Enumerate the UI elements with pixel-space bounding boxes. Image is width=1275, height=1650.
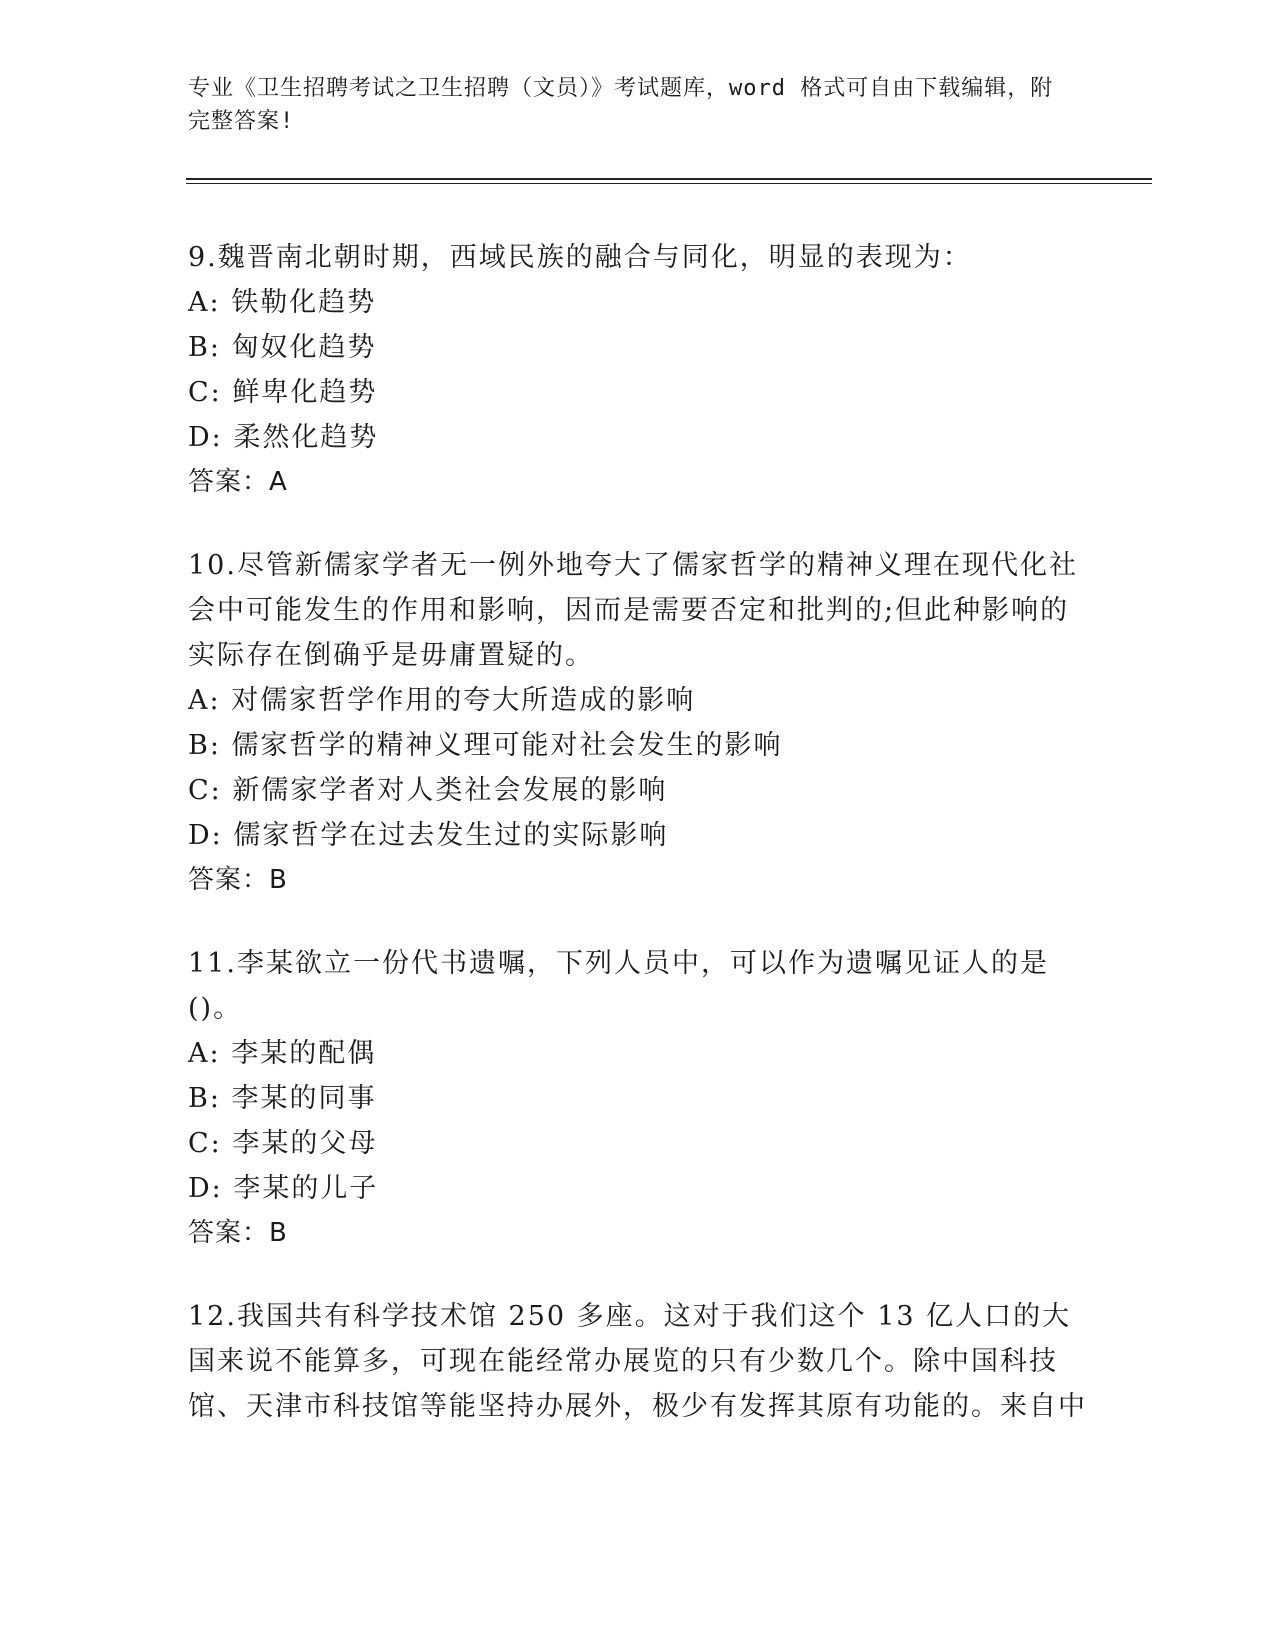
answer-value: B: [269, 865, 288, 895]
option-text: 儒家哲学在过去发生过的实际影响: [233, 820, 669, 851]
option-label: C:: [188, 1128, 222, 1159]
question-text: 尽管新儒家学者无一例外地夸大了儒家哲学的精神义理在现代化社会中可能发生的作用和影响，因而是需要否定和批判的;但此种影响的实际存在倒确乎是毋庸置疑的。: [188, 550, 1078, 671]
question-text: 李某欲立一份代书遗嘱，下列人员中，可以作为遗嘱见证人的是()。: [188, 948, 1049, 1024]
question-text: 魏晋南北朝时期，西域民族的融合与同化，明显的表现为：: [217, 242, 972, 273]
header-divider: [186, 178, 1152, 180]
option-b: [188, 325, 1088, 370]
question-number: 9.: [188, 242, 218, 273]
option-label: C:: [188, 775, 222, 806]
answer-line: [188, 858, 1088, 903]
option-label: B:: [188, 1083, 221, 1114]
option-text: 李某的父母: [232, 1128, 378, 1159]
option-b: [188, 1076, 1088, 1121]
question-stem: [188, 543, 1088, 678]
option-label: D:: [188, 820, 223, 851]
option-a: [188, 678, 1088, 723]
question-9: [188, 235, 1088, 505]
option-d: [188, 813, 1088, 858]
option-d: [188, 415, 1088, 460]
header-divider-thin: [186, 183, 1152, 184]
question-12: [188, 1294, 1088, 1429]
option-text: 李某的配偶: [231, 1038, 377, 1069]
option-text: 柔然化趋势: [233, 422, 379, 453]
option-label: C:: [188, 377, 222, 408]
option-label: A:: [188, 1038, 221, 1069]
option-text: 李某的儿子: [233, 1173, 379, 1204]
answer-label: 答案：: [188, 467, 270, 497]
question-11: [188, 941, 1088, 1256]
option-text: 鲜卑化趋势: [232, 377, 378, 408]
option-text: 李某的同事: [231, 1083, 377, 1114]
option-text: 儒家哲学的精神义理可能对社会发生的影响: [231, 730, 783, 761]
option-label: B:: [188, 730, 221, 761]
question-number: 12.: [188, 1301, 237, 1332]
option-label: A:: [188, 685, 221, 716]
question-stem: [188, 941, 1088, 1031]
option-b: [188, 723, 1088, 768]
answer-label: 答案：: [188, 1218, 270, 1248]
option-text: 铁勒化趋势: [231, 287, 377, 318]
answer-value: A: [269, 467, 288, 497]
question-list: [188, 235, 1088, 1467]
answer-line: [188, 460, 1088, 505]
question-stem: [188, 235, 1088, 280]
question-10: [188, 543, 1088, 903]
option-c: [188, 370, 1088, 415]
option-text: 对儒家哲学作用的夸大所造成的影响: [231, 685, 696, 716]
answer-value: B: [269, 1218, 288, 1248]
option-a: [188, 1031, 1088, 1076]
option-d: [188, 1166, 1088, 1211]
question-number: 10.: [188, 550, 237, 581]
answer-line: [188, 1211, 1088, 1256]
option-label: B:: [188, 332, 221, 363]
question-stem: [188, 1294, 1088, 1429]
question-text: 我国共有科学技术馆 250 多座。这对于我们这个 13 亿人口的大国来说不能算多，可现在能经常办展览的只有少数几个。除中国科技馆、天津市科技馆等能坚持办展外，极少有发挥其原有功能的。来自中: [188, 1301, 1087, 1422]
answer-label: 答案：: [188, 865, 270, 895]
option-a: [188, 280, 1088, 325]
document-header: 专业《卫生招聘考试之卫生招聘（文员）》考试题库，word 格式可自由下载编辑，附完整答案!: [188, 76, 1054, 134]
option-text: 匈奴化趋势: [231, 332, 377, 363]
option-c: [188, 1121, 1088, 1166]
option-text: 新儒家学者对人类社会发展的影响: [232, 775, 668, 806]
option-label: A:: [188, 287, 221, 318]
option-c: [188, 768, 1088, 813]
option-label: D:: [188, 1173, 223, 1204]
question-number: 11.: [188, 948, 237, 979]
option-label: D:: [188, 422, 223, 453]
